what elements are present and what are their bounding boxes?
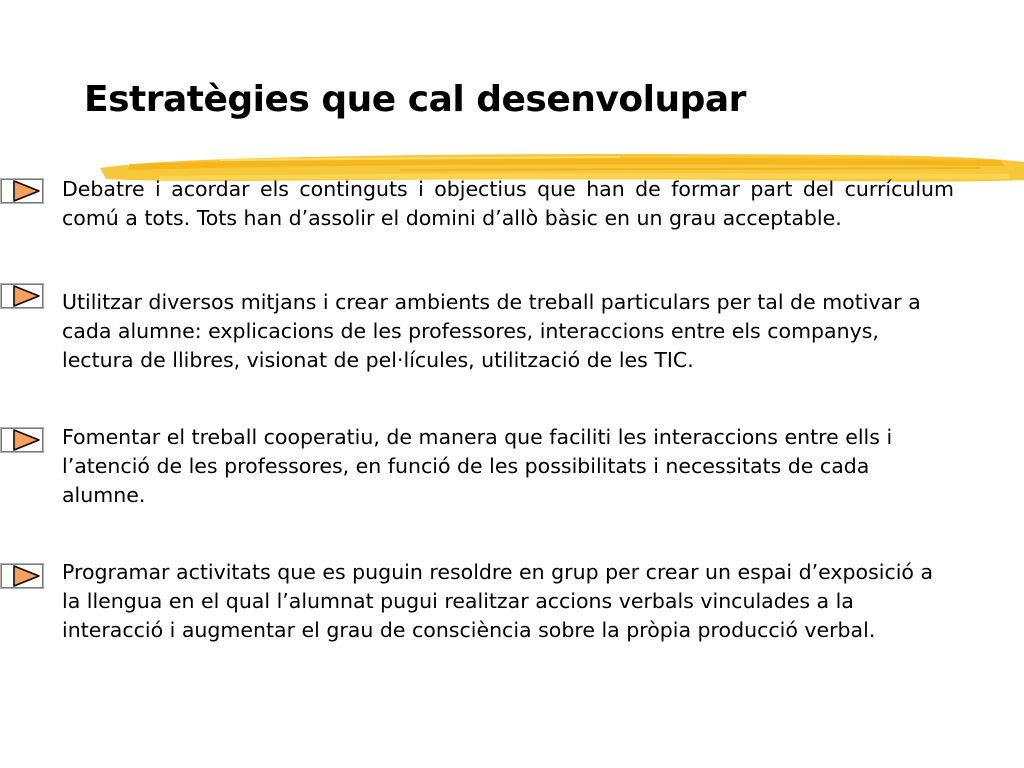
slide-title: Estratègies que cal desenvolupar [84, 79, 746, 120]
strategy-item-2: Utilitzar diversos mitjans i crear ambients de treball particulars per tal de motivar a cada alumne: explicacions de les professores, interaccions entre els companys, lectura de llibres, visionat de pel·lícules, utilització de les TIC. [62, 290, 921, 372]
strategy-item-3: Fomentar el treball cooperatiu, de manera que faciliti les interaccions entre ells i l’atenció de les professores, en funció de les possibilitats i necessitats de cada alumne. [62, 425, 893, 507]
strategy-item-1: Debatre i acordar els continguts i objectius que han de formar part del currículum comú a tots. Tots han d’assolir el domini d’allò bàsic en un grau acceptable. [62, 177, 954, 230]
triangle-right-icon [0, 563, 44, 589]
triangle-right-icon [0, 427, 44, 453]
triangle-right-icon [0, 283, 44, 309]
triangle-right-icon [0, 178, 44, 204]
strategy-item-4: Programar activitats que es puguin resoldre en grup per crear un espai d’exposició a la llengua en el qual l’alumnat pugui realitzar accions verbals vinculades a la interacció i augmentar el grau de consciència sobre la pròpia producció verbal. [62, 560, 934, 642]
